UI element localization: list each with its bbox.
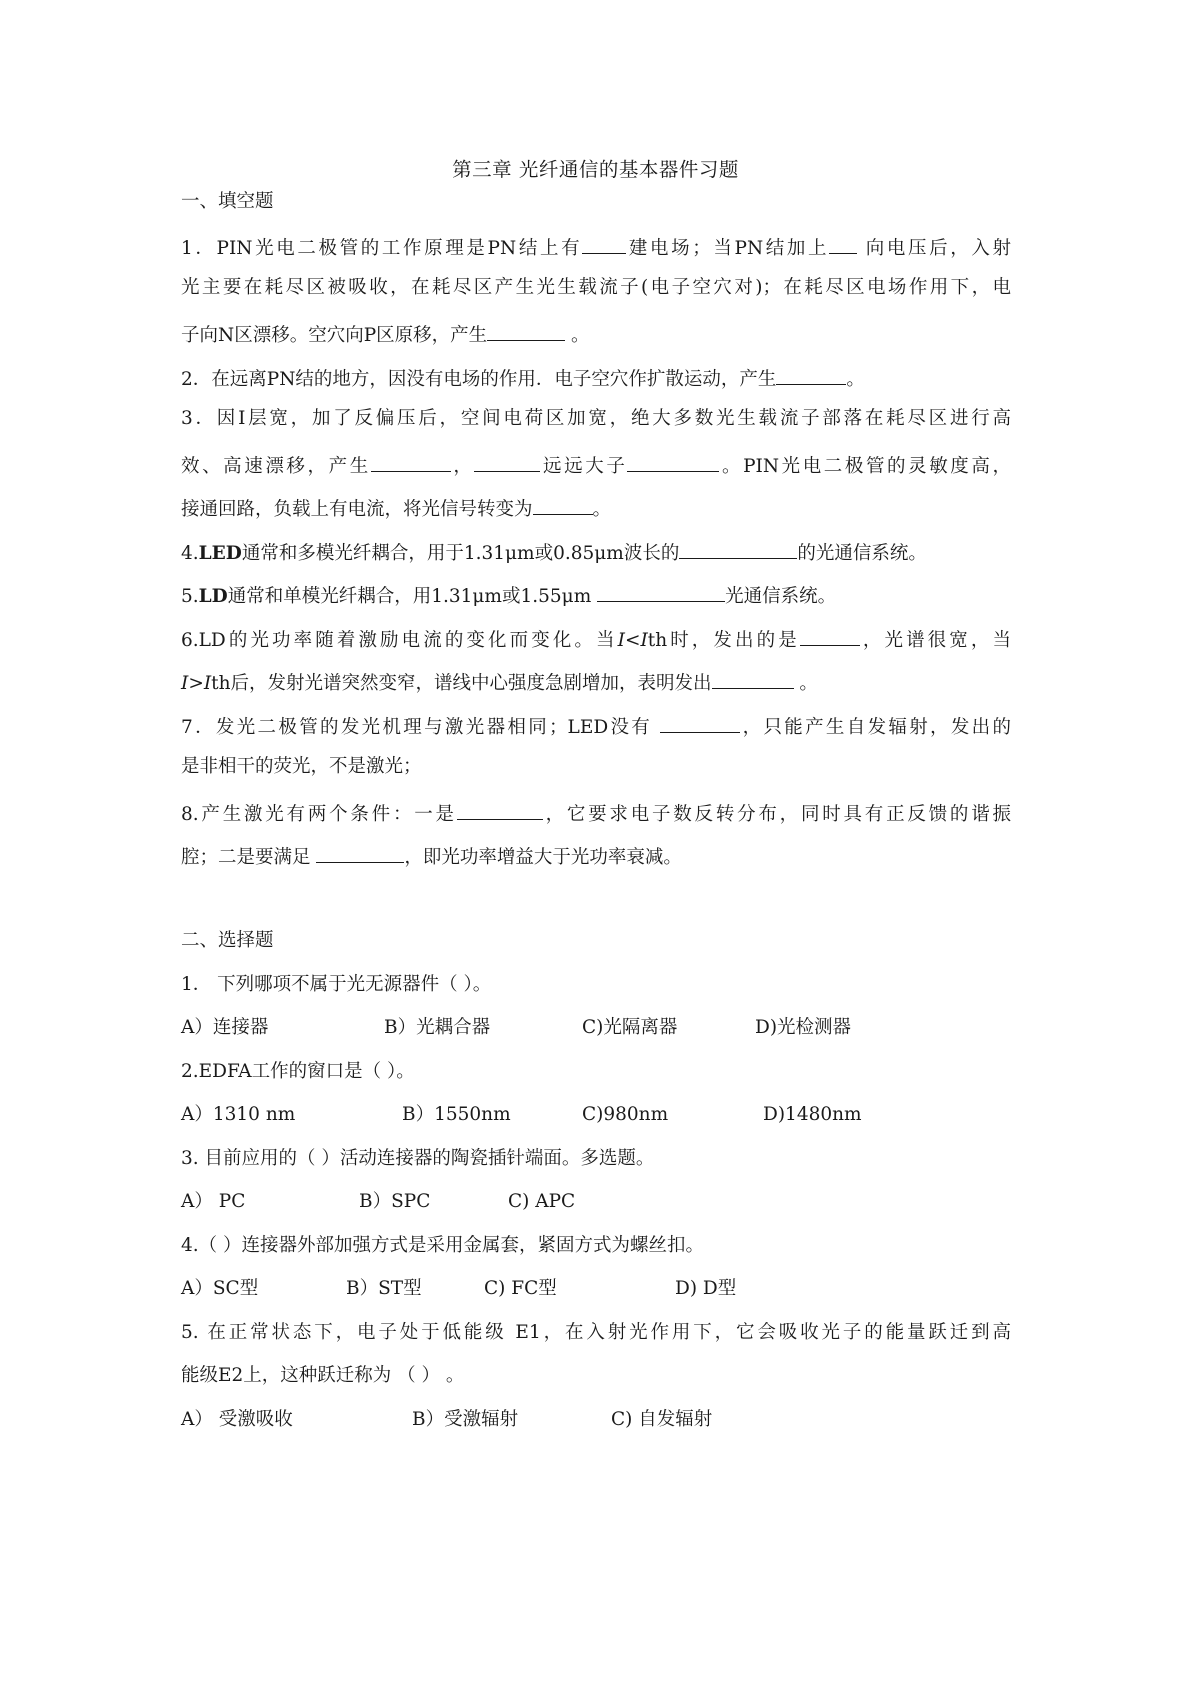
- option-a[interactable]: A）SC型: [181, 1278, 259, 1299]
- option-c[interactable]: C)980nm: [582, 1104, 669, 1125]
- q3-line2: 效、高速漂移，产生 ， 远远大子 。PIN光电二极管的灵敏度高，: [181, 451, 1011, 475]
- option-b[interactable]: B）1550nm: [402, 1104, 511, 1125]
- q6-line1: 6.LD的光功率随着激励电流的变化而变化。当I<Ith时，发出的是 ，光谱很宽，当: [181, 625, 1011, 649]
- option-b[interactable]: B）ST型: [346, 1278, 422, 1299]
- answer-blank[interactable]: [533, 494, 593, 515]
- option-d[interactable]: D) D型: [675, 1278, 737, 1299]
- option-c[interactable]: C)光隔离器: [582, 1017, 678, 1038]
- option-c[interactable]: C) 自发辐射: [611, 1409, 713, 1430]
- answer-blank[interactable]: [800, 625, 860, 646]
- q1-line2: 光主要在耗尽区被吸收，在耗尽区产生光生载流子(电子空穴对)；在耗尽区电场作用下，电: [181, 277, 1011, 298]
- q2-line: 2．在远离PN结的地方，因没有电场的作用．电子空穴作扩散运动，产生 。: [181, 364, 1011, 388]
- mc-q4-options: [181, 1277, 1011, 1301]
- answer-blank[interactable]: [712, 668, 794, 689]
- q4-line: 4.LED通常和多模光纤耦合，用于1.31μm或0.85μm波长的 的光通信系统。: [181, 538, 1011, 562]
- option-b[interactable]: B）受激辐射: [412, 1409, 519, 1430]
- option-a[interactable]: A）连接器: [181, 1017, 269, 1038]
- section-heading-fill-blank: 一、填空题: [181, 191, 274, 212]
- q5-line: 5.LD通常和单模光纤耦合，用1.31μm或1.55μm 光通信系统。: [181, 581, 1011, 605]
- answer-blank[interactable]: [474, 451, 540, 472]
- q1-line3: 子向N区漂移。空穴向P区原移，产生 。: [181, 320, 1011, 344]
- answer-blank[interactable]: [679, 538, 797, 559]
- option-a[interactable]: A）1310 nm: [181, 1104, 296, 1125]
- answer-blank[interactable]: [660, 712, 740, 733]
- option-d[interactable]: D)1480nm: [763, 1104, 862, 1125]
- mc-q1-options: [181, 1016, 1011, 1040]
- answer-blank[interactable]: [371, 451, 451, 472]
- answer-blank[interactable]: [776, 364, 846, 385]
- q1-line1: 1．PIN光电二极管的工作原理是PN结上有 建电场；当PN结加上 向电压后，入射: [181, 233, 1011, 257]
- option-c[interactable]: C) FC型: [484, 1278, 557, 1299]
- option-b[interactable]: B）光耦合器: [384, 1017, 491, 1038]
- option-c[interactable]: C) APC: [508, 1191, 576, 1212]
- q3-line3: 接通回路，负载上有电流，将光信号转变为 。: [181, 494, 1011, 518]
- q6-line2: I>Ith后，发射光谱突然变窄，谱线中心强度急剧增加，表明发出 。: [181, 668, 1011, 692]
- mc-q3-stem: 3. 目前应用的（ ）活动连接器的陶瓷插针端面。多选题。: [181, 1148, 655, 1169]
- answer-blank[interactable]: [829, 233, 857, 254]
- mc-q3-options: [181, 1190, 1011, 1214]
- option-b[interactable]: B）SPC: [359, 1191, 431, 1212]
- mc-q5-options: [181, 1408, 1011, 1432]
- mc-q5-stem-line2: 能级E2上，这种跃迁称为 （ ） 。: [181, 1365, 465, 1386]
- q7-line1: 7．发光二极管的发光机理与激光器相同；LED没有 ，只能产生自发辐射，发出的: [181, 712, 1011, 736]
- q8-line2: 腔；二是要满足 ，即光功率增益大于光功率衰减。: [181, 842, 1011, 866]
- q7-line2: 是非相干的荧光，不是激光；: [181, 756, 422, 777]
- answer-blank[interactable]: [597, 581, 725, 602]
- q3-line1: 3．因I层宽，加了反偏压后，空间电荷区加宽，绝大多数光生载流子部落在耗尽区进行高: [181, 408, 1011, 429]
- answer-blank[interactable]: [316, 842, 404, 863]
- answer-blank[interactable]: [627, 451, 719, 472]
- mc-q4-stem: 4.（ ）连接器外部加强方式是采用金属套，紧固方式为螺丝扣。: [181, 1235, 705, 1256]
- option-a[interactable]: A） 受激吸收: [181, 1409, 293, 1430]
- answer-blank[interactable]: [582, 233, 626, 254]
- mc-q1-stem: 1． 下列哪项不属于光无源器件（ ）。: [181, 974, 492, 995]
- mc-q2-options: [181, 1103, 1011, 1127]
- option-a[interactable]: A） PC: [181, 1191, 246, 1212]
- section-heading-choice: 二、选择题: [181, 930, 274, 951]
- page-title: 第三章 光纤通信的基本器件习题: [452, 158, 739, 181]
- mc-q2-stem: 2.EDFA工作的窗口是（ ）。: [181, 1061, 415, 1082]
- option-d[interactable]: D)光检测器: [755, 1017, 852, 1038]
- mc-q5-stem-line1: 5. 在正常状态下，电子处于低能级 E1，在入射光作用下，它会吸收光子的能量跃迁到高: [181, 1322, 1011, 1343]
- q8-line1: 8.产生激光有两个条件：一是 ，它要求电子数反转分布，同时具有正反馈的谐振: [181, 799, 1011, 823]
- answer-blank[interactable]: [457, 799, 543, 820]
- answer-blank[interactable]: [487, 320, 565, 341]
